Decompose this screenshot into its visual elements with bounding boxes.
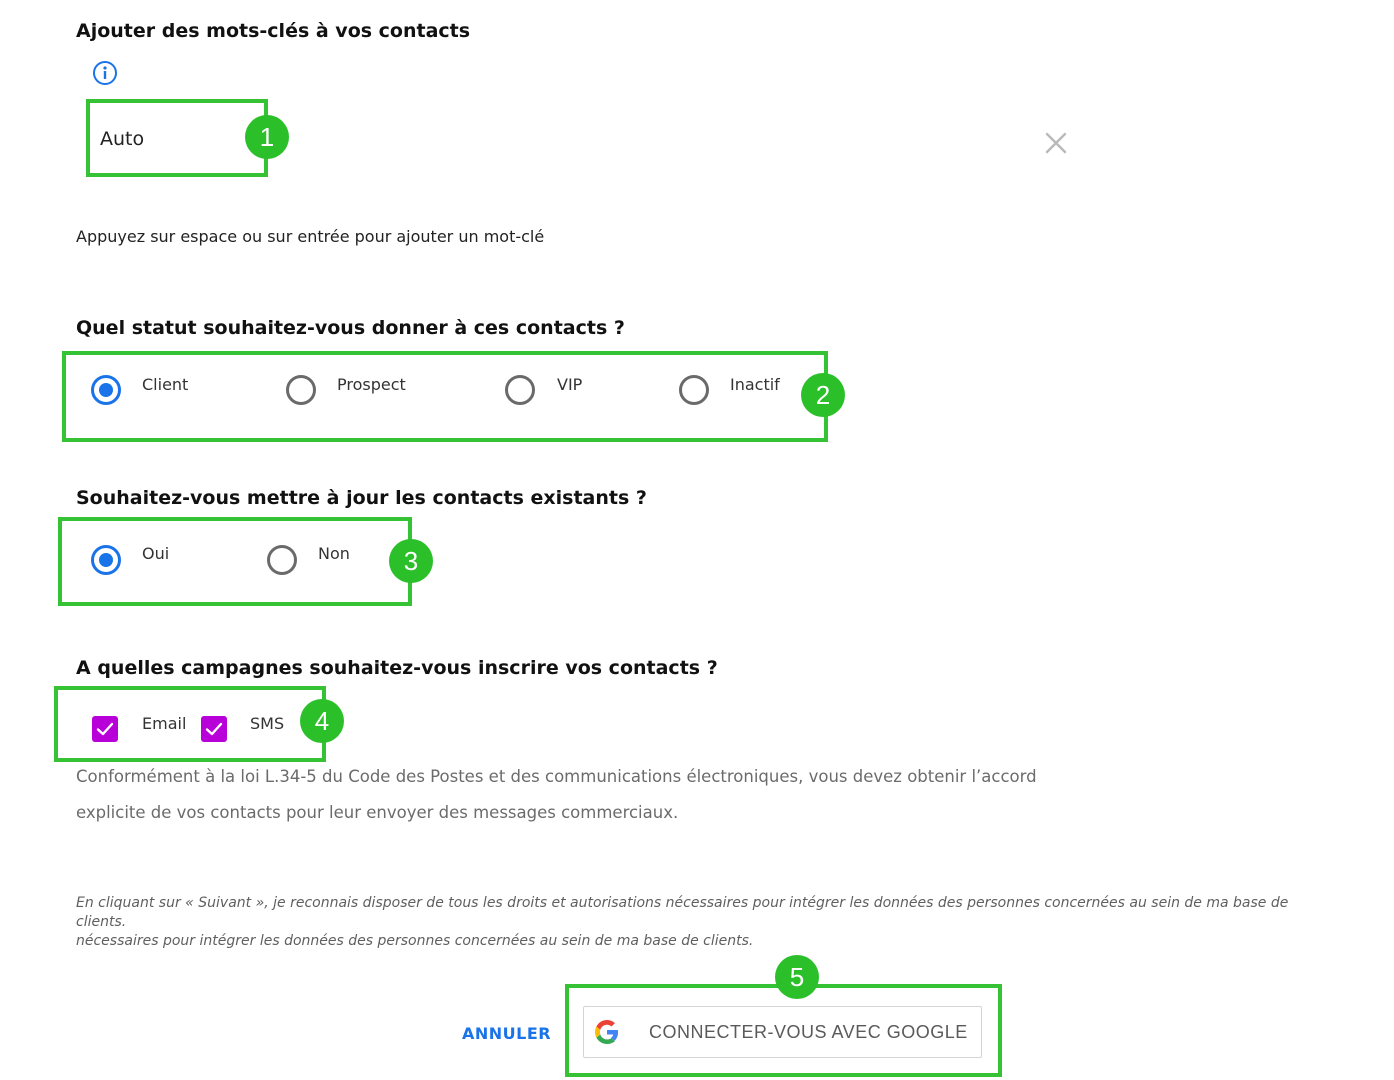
keywords-heading: Ajouter des mots-clés à vos contacts (76, 20, 471, 42)
google-connect-button[interactable] (583, 1006, 982, 1058)
radio-status-inactif[interactable] (679, 375, 709, 405)
step-badge-2: 2 (801, 373, 845, 417)
radio-status-vip[interactable] (505, 375, 535, 405)
update-heading: Souhaitez-vous mettre à jour les contacts existants ? (76, 487, 647, 509)
step-badge-5: 5 (775, 955, 819, 999)
checkbox-label-email: Email (142, 714, 187, 733)
campaigns-heading: A quelles campagnes souhaitez-vous inscrire vos contacts ? (76, 657, 718, 679)
checkbox-sms[interactable] (201, 716, 227, 742)
keyword-hint: Appuyez sur espace ou sur entrée pour ajouter un mot-clé (76, 227, 545, 246)
radio-label-client: Client (142, 375, 189, 394)
consent-notice (76, 894, 1326, 951)
cancel-button[interactable]: ANNULER (462, 1024, 552, 1043)
google-icon (595, 1020, 619, 1044)
radio-label-vip: VIP (557, 375, 583, 394)
radio-status-client[interactable] (91, 375, 121, 405)
status-heading: Quel statut souhaitez-vous donner à ces contacts ? (76, 317, 625, 339)
radio-label-non: Non (318, 544, 350, 563)
check-icon (204, 719, 224, 739)
radio-label-prospect: Prospect (337, 375, 406, 394)
keyword-tag[interactable]: Auto (100, 128, 145, 150)
consent-notice-line-1: En cliquant sur « Suivant », je reconnais disposer de tous les droits et autorisations nécessaires pour intégrer les données des personnes concernées au sein de ma base de clients. (76, 895, 1289, 930)
close-icon[interactable] (1043, 130, 1069, 156)
radio-status-prospect[interactable] (286, 375, 316, 405)
legal-text-line-1: Conformément à la loi L.34-5 du Code des Postes et des communications électroniques, vous devez obtenir l’accord (76, 767, 1037, 786)
google-connect-label: CONNECTER-VOUS AVEC GOOGLE (649, 1021, 968, 1042)
step-badge-4: 4 (300, 699, 344, 743)
step-badge-3: 3 (389, 539, 433, 583)
radio-label-oui: Oui (142, 544, 170, 563)
radio-update-oui[interactable] (91, 545, 121, 575)
consent-notice-line-2: nécessaires pour intégrer les données des personnes concernées au sein de ma base de clients. (76, 933, 754, 949)
checkbox-label-sms: SMS (250, 714, 285, 733)
checkbox-email[interactable] (92, 716, 118, 742)
info-icon[interactable] (92, 60, 118, 86)
radio-label-inactif: Inactif (730, 375, 780, 394)
check-icon (95, 719, 115, 739)
legal-text-line-2: explicite de vos contacts pour leur envoyer des messages commerciaux. (76, 803, 679, 822)
radio-update-non[interactable] (267, 545, 297, 575)
status-highlight-box (62, 351, 828, 442)
step-badge-1: 1 (245, 115, 289, 159)
